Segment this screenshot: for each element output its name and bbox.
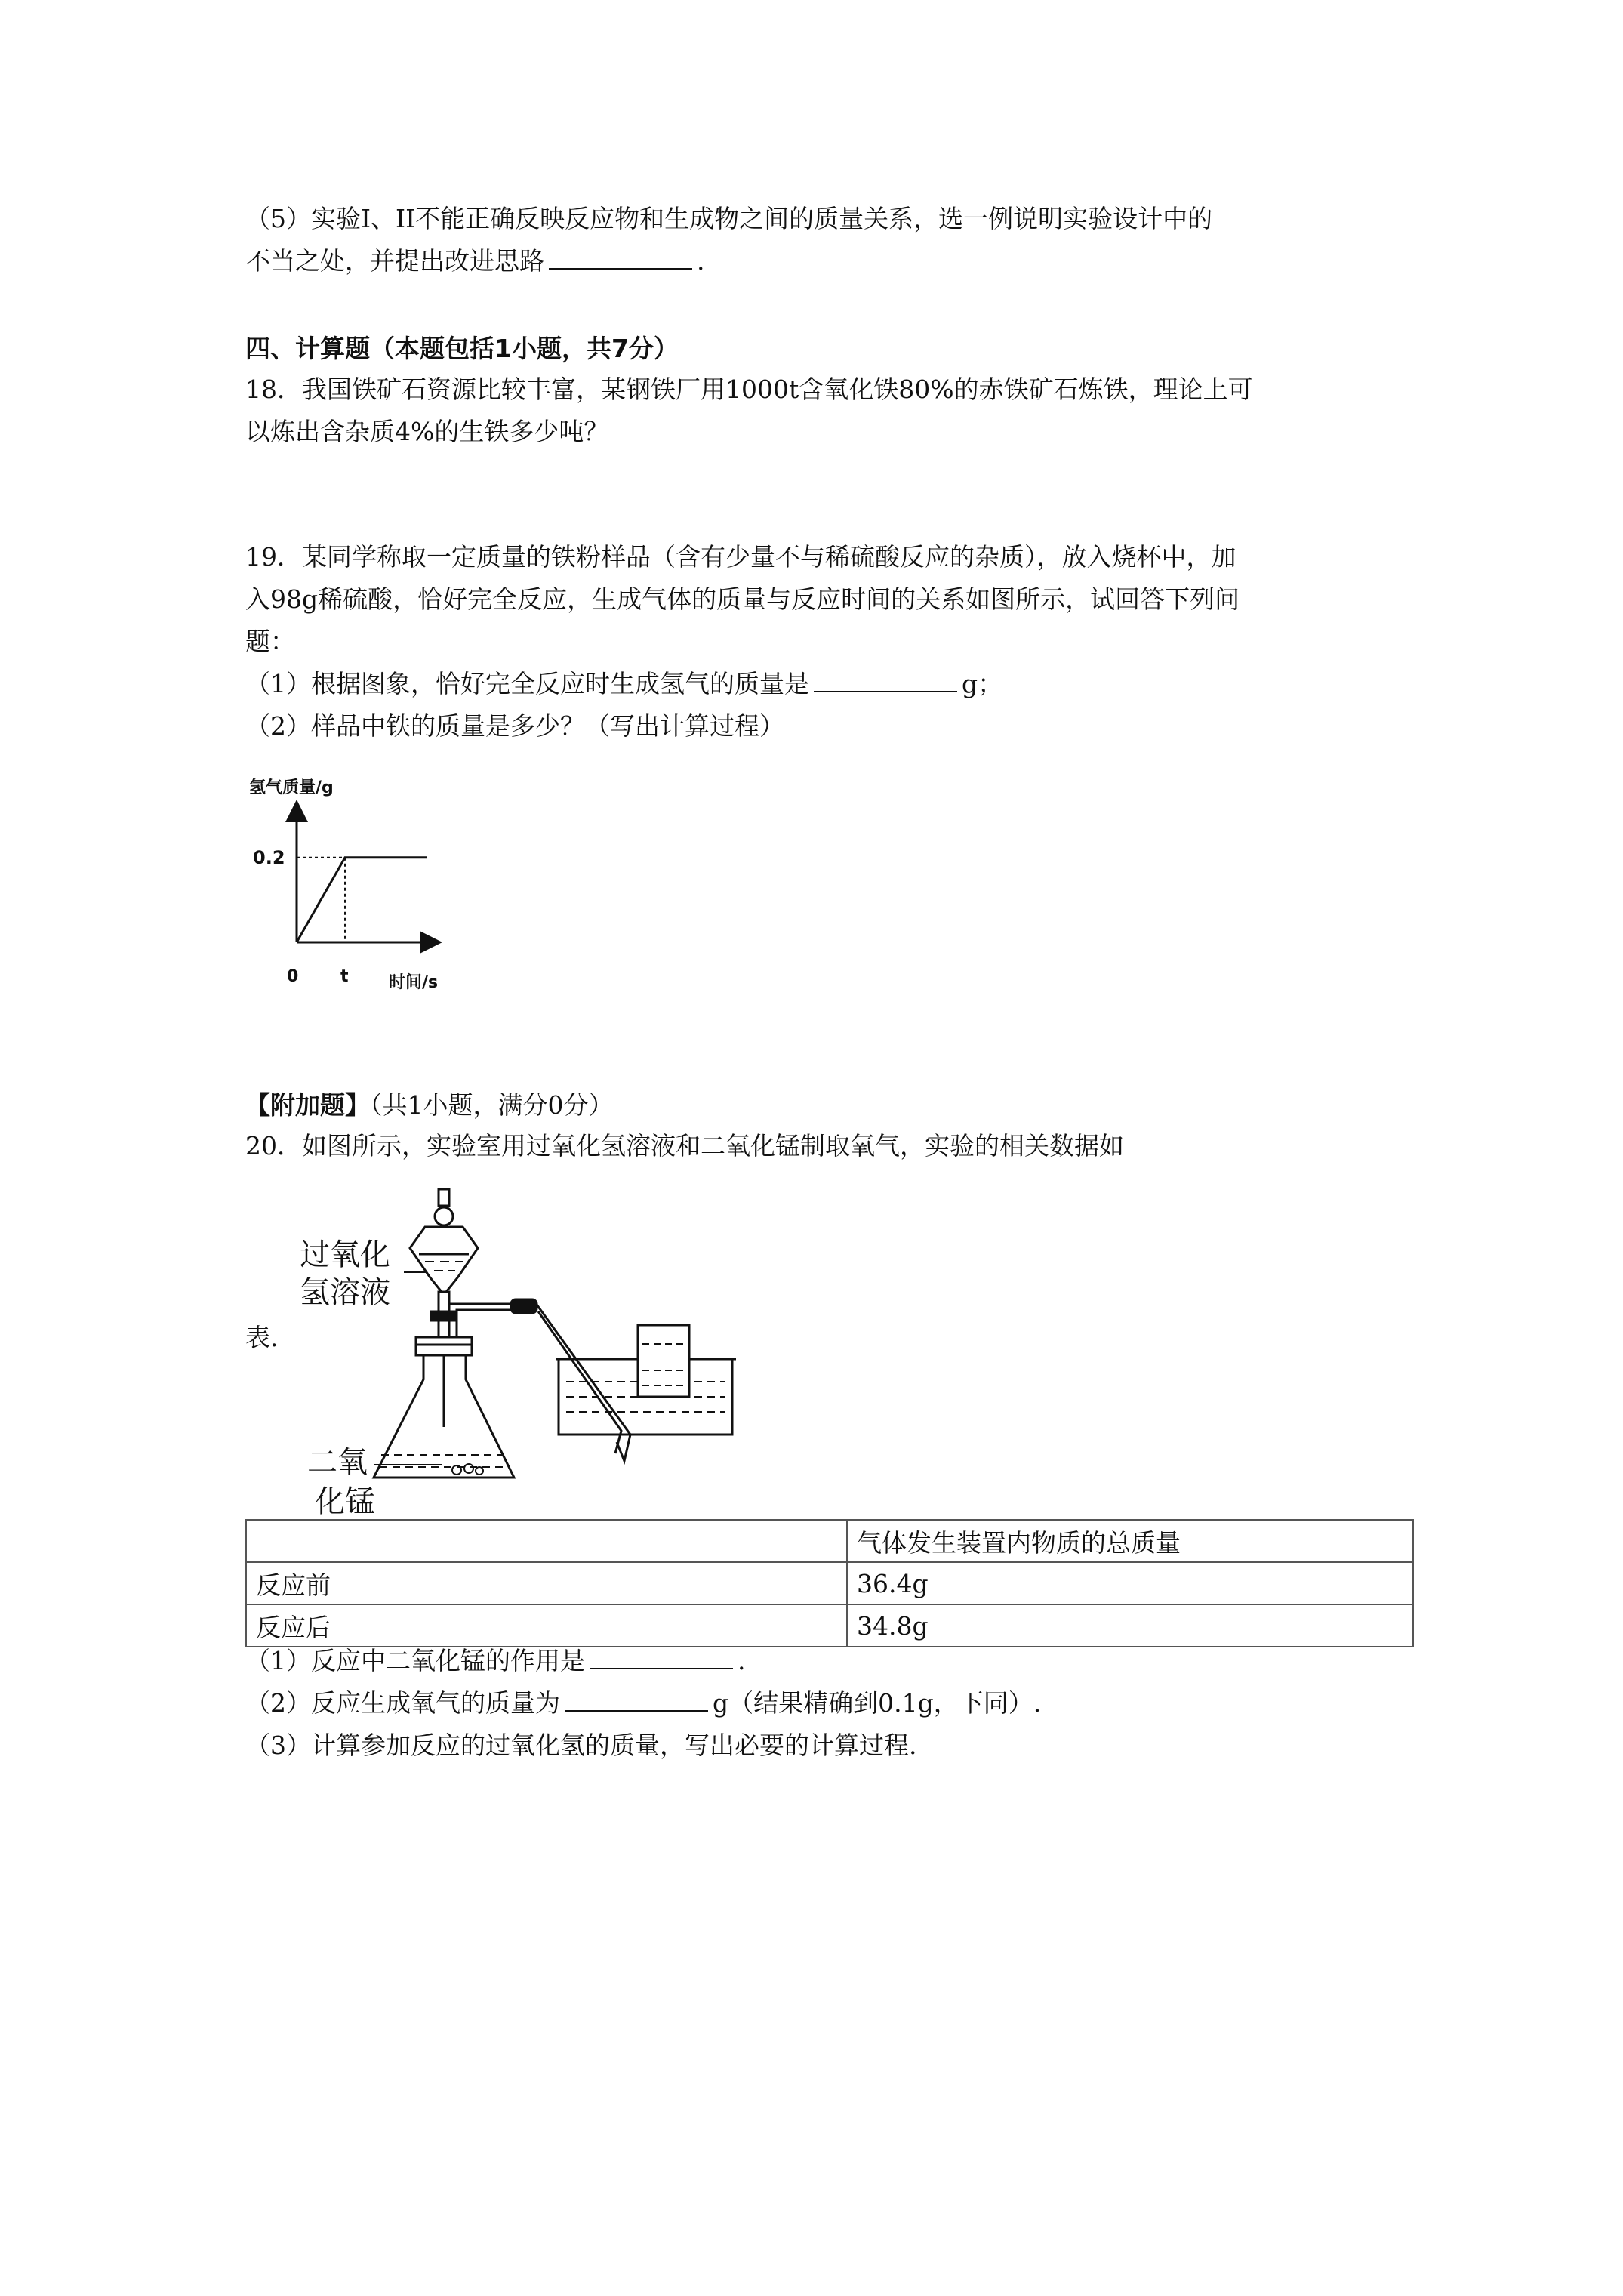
q19-line3: 题： (245, 627, 295, 656)
q20-sub1-text: （1）反应中二氧化锰的作用是 (245, 1646, 585, 1675)
q17-5-line1: （5）实验Ⅰ、II不能正确反映反应物和生成物之间的质量关系，选一例说明实验设计中的 (245, 204, 1213, 233)
chart-y-axis-label: 氢气质量/g (249, 778, 334, 797)
q20-sub1 (245, 1644, 746, 1678)
q18-line2: 以炼出含杂质4%的生铁多少吨？ (245, 417, 609, 446)
section4-heading: 四、计算题（本题包括1小题，共7分） (245, 334, 679, 363)
chart-x-tick-t: t (340, 967, 349, 986)
table-row (246, 1604, 1413, 1647)
q17-5-answer-blank[interactable] (549, 245, 692, 270)
q17-5-line2 (245, 245, 705, 278)
delivery-tube (449, 1299, 630, 1461)
table-cell-after-value: 34.8g (847, 1604, 1413, 1647)
table-header-empty (246, 1520, 847, 1562)
table-header-row (246, 1520, 1413, 1562)
mno2-particles (452, 1464, 483, 1475)
chart-plot-area (297, 858, 427, 942)
q20-line1: 20．如图所示，实验室用过氧化氢溶液和二氧化锰制取氧气，实验的相关数据如 (245, 1131, 1124, 1160)
q20-sub3: （3）计算参加反应的过氧化氢的质量，写出必要的计算过程. (245, 1730, 917, 1760)
q17-5-line2-end: . (697, 246, 705, 276)
oxygen-apparatus-diagram (298, 1182, 751, 1521)
q19-sub2: （2）样品中铁的质量是多少？（写出计算过程） (245, 711, 784, 741)
label-h2o2-line1: 过氧化 (300, 1237, 390, 1272)
q20-sub1-answer-blank[interactable] (590, 1645, 733, 1669)
chart-y-tick-0-2: 0.2 (253, 846, 285, 868)
q18-line1: 18．我国铁矿石资源比较丰富，某钢铁厂用1000t含氧化铁80%的赤铁矿石炼铁，理论上可 (245, 374, 1253, 404)
q19-line1: 19．某同学称取一定质量的铁粉样品（含有少量不与稀硫酸反应的杂质），放入烧杯中，加 (245, 542, 1236, 572)
q19-sub1 (245, 667, 1002, 701)
label-mno2-line2: 化锰 (315, 1484, 375, 1519)
q19-sub1-text: （1）根据图象，恰好完全反应时生成氢气的质量是 (245, 669, 809, 698)
table-cell-before-label: 反应前 (246, 1562, 847, 1604)
appendix-heading (245, 1089, 614, 1122)
q20-sub1-end: . (738, 1646, 746, 1675)
conical-flask (374, 1337, 514, 1478)
table-header-total-mass: 气体发生装置内物质的总质量 (847, 1520, 1413, 1562)
table-cell-before-value: 36.4g (847, 1562, 1413, 1604)
separatory-funnel (410, 1189, 478, 1352)
chart-x-axis-label: 时间/s (389, 973, 439, 992)
hydrogen-mass-chart (245, 763, 472, 1004)
label-mno2-line1: 二氧 (307, 1445, 368, 1480)
q19-sub1-answer-blank[interactable] (814, 668, 957, 692)
table-cell-after-label: 反应后 (246, 1604, 847, 1647)
q20-sub2-answer-blank[interactable] (565, 1687, 708, 1712)
q19-sub1-unit: g； (962, 669, 1003, 698)
appendix-heading-bracket: 【附加题】 (245, 1090, 370, 1120)
q19-line2: 入98g稀硫酸，恰好完全反应，生成气体的质量与反应时间的关系如图所示，试回答下列问 (245, 584, 1240, 614)
q20-sub2 (245, 1687, 1041, 1720)
label-h2o2-line2: 氢溶液 (300, 1275, 390, 1310)
chart-x-tick-0: 0 (287, 967, 299, 986)
q20-data-table (245, 1519, 1414, 1647)
q20-line2: 表. (245, 1323, 279, 1352)
appendix-heading-rest: （共1小题，满分0分） (370, 1090, 614, 1120)
q20-sub2-text: （2）反应生成氧气的质量为 (245, 1688, 560, 1718)
q17-5-line2-text: 不当之处，并提出改进思路 (245, 246, 544, 276)
q20-sub2-end: g（结果精确到0.1g，下同）. (713, 1688, 1042, 1718)
chart-series-line (297, 858, 427, 942)
table-row (246, 1562, 1413, 1604)
